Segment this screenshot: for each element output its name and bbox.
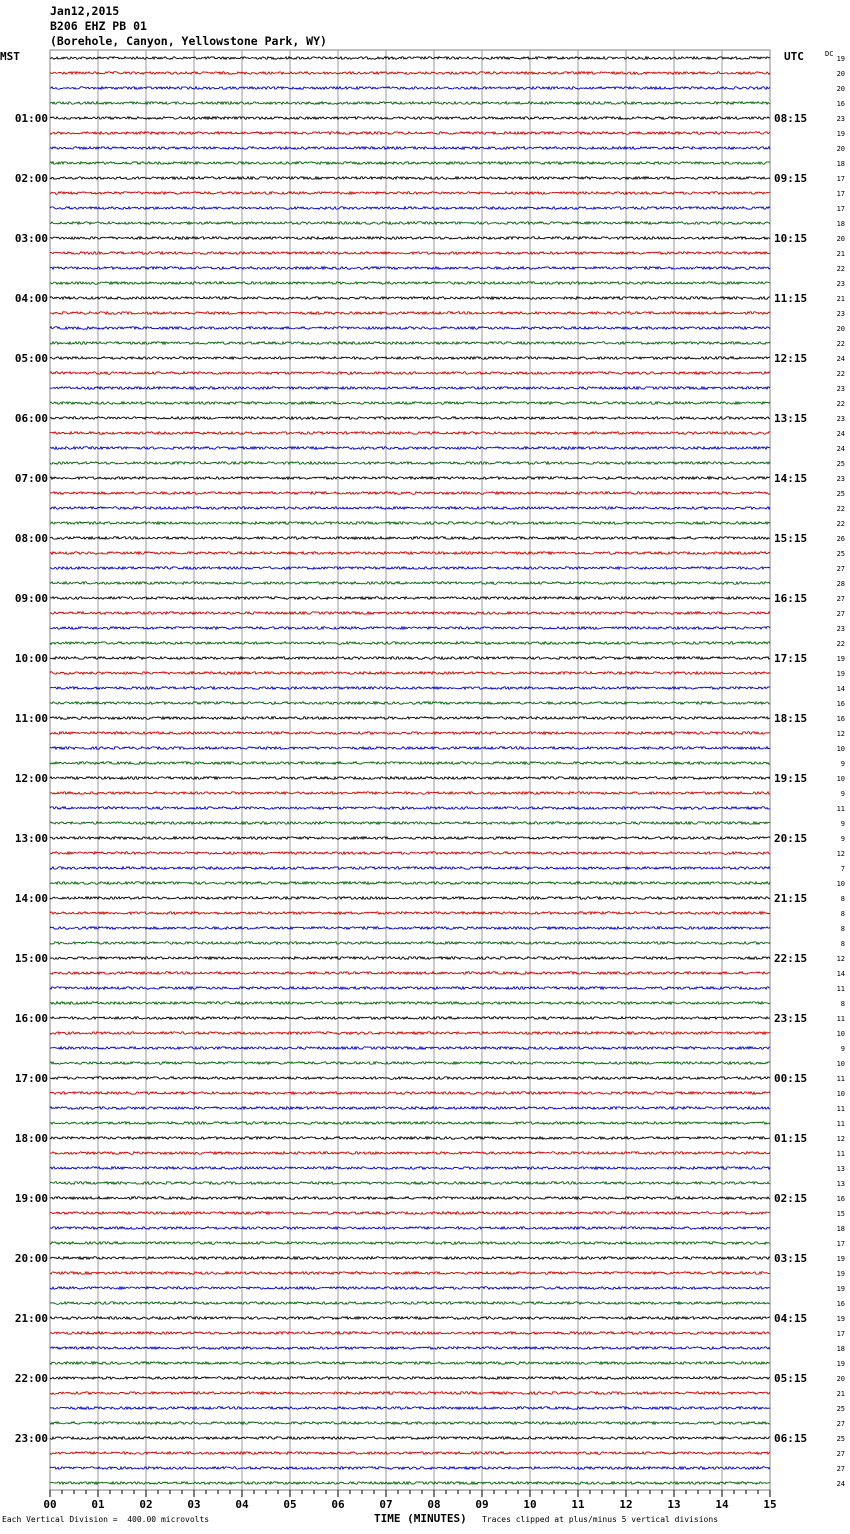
x-tick-label: 15	[763, 1498, 777, 1511]
mst-hour-label: 14:00	[14, 892, 48, 905]
mst-hour-label: 15:00	[14, 952, 48, 965]
dc-offset-label: 12	[836, 955, 845, 963]
dc-offset-label: 20	[836, 145, 845, 153]
mst-hour-label: 20:00	[14, 1252, 48, 1265]
x-tick-label: 04	[235, 1498, 249, 1511]
x-axis-ticks	[43, 1490, 776, 1511]
x-tick-label: 12	[619, 1498, 633, 1511]
seismic-trace	[50, 867, 770, 870]
utc-hour-label: 04:15	[774, 1312, 808, 1325]
seismic-trace	[50, 432, 770, 435]
x-tick-label: 09	[475, 1498, 489, 1511]
seismic-trace	[50, 1317, 770, 1320]
mst-hour-label: 03:00	[14, 232, 48, 245]
dc-offset-label: 25	[836, 490, 845, 498]
dc-offset-label: 8	[840, 895, 845, 903]
dc-offset-label: 22	[836, 400, 845, 408]
seismic-trace	[50, 957, 770, 960]
dc-offset-label: 8	[840, 910, 845, 918]
seismic-trace	[50, 717, 770, 720]
dc-offset-label: 11	[836, 985, 845, 993]
seismic-trace	[50, 1467, 770, 1470]
seismic-trace	[50, 582, 770, 585]
dc-offset-label: 23	[836, 115, 845, 123]
seismic-trace	[50, 597, 770, 600]
seismic-trace	[50, 987, 770, 990]
dc-offset-label: 8	[840, 1000, 845, 1008]
seismic-trace	[50, 1032, 770, 1035]
dc-offset-label: 12	[836, 850, 845, 858]
dc-offset-label: 19	[836, 1255, 845, 1263]
utc-hour-label: 22:15	[774, 952, 808, 965]
seismic-trace	[50, 1227, 770, 1230]
seismic-trace	[50, 1122, 770, 1125]
seismic-trace	[50, 1077, 770, 1080]
mst-hour-label: 01:00	[14, 112, 48, 125]
utc-hour-label: 15:15	[774, 532, 808, 545]
dc-offset-label: 8	[840, 940, 845, 948]
seismic-trace	[50, 327, 770, 330]
dc-offset-label: 27	[836, 610, 845, 618]
dc-offset-label: 18	[836, 1345, 845, 1353]
dc-offset-label: 24	[836, 445, 845, 453]
mst-hour-label: 05:00	[14, 352, 48, 365]
dc-offset-label: 17	[836, 1240, 845, 1248]
dc-offset-label: 10	[836, 1060, 845, 1068]
seismic-trace	[50, 897, 770, 900]
dc-offset-label: 17	[836, 190, 845, 198]
seismic-trace	[50, 192, 770, 195]
dc-offset-label: 19	[836, 1360, 845, 1368]
seismic-trace	[50, 1197, 770, 1200]
seismic-trace	[50, 732, 770, 735]
seismic-trace	[50, 1452, 770, 1455]
dc-offset-label: 20	[836, 235, 845, 243]
seismic-trace	[50, 1302, 770, 1305]
x-tick-label: 07	[379, 1498, 393, 1511]
seismic-trace	[50, 792, 770, 795]
seismic-trace	[50, 642, 770, 645]
dc-offset-label: 21	[836, 1390, 845, 1398]
mst-hour-label: 21:00	[14, 1312, 48, 1325]
seismic-trace	[50, 1212, 770, 1215]
seismic-trace	[50, 627, 770, 630]
seismic-trace	[50, 102, 770, 105]
utc-hour-label: 13:15	[774, 412, 808, 425]
mst-hour-label: 09:00	[14, 592, 48, 605]
dc-offset-label: 19	[836, 670, 845, 678]
dc-offset-label: 25	[836, 1435, 845, 1443]
seismic-trace	[50, 837, 770, 840]
seismic-trace	[50, 927, 770, 930]
mst-hour-label: 17:00	[14, 1072, 48, 1085]
dc-offset-label: 22	[836, 520, 845, 528]
dc-offset-label: 10	[836, 745, 845, 753]
dc-offset-label: 16	[836, 1300, 845, 1308]
dc-offset-label: 21	[836, 295, 845, 303]
x-tick-label: 14	[715, 1498, 729, 1511]
mst-hour-label: 08:00	[14, 532, 48, 545]
x-tick-label: 02	[139, 1498, 153, 1511]
dc-offset-label: 27	[836, 1450, 845, 1458]
dc-offset-label: 17	[836, 205, 845, 213]
dc-offset-label: 10	[836, 1090, 845, 1098]
seismic-trace	[50, 852, 770, 855]
x-tick-label: 06	[331, 1498, 345, 1511]
seismic-trace	[50, 1287, 770, 1290]
seismic-trace	[50, 312, 770, 315]
seismic-trace	[50, 912, 770, 915]
dc-offset-label: 13	[836, 1165, 845, 1173]
dc-offset-label: 22	[836, 505, 845, 513]
dc-offset-label: 19	[836, 655, 845, 663]
dc-offset-label: 22	[836, 640, 845, 648]
dc-offset-label: 24	[836, 430, 845, 438]
dc-offset-label: 19	[836, 130, 845, 138]
mst-hour-label: 07:00	[14, 472, 48, 485]
mst-axis-label: MST	[0, 50, 20, 63]
seismic-trace	[50, 1152, 770, 1155]
seismic-trace	[50, 447, 770, 450]
utc-hour-label: 05:15	[774, 1372, 808, 1385]
dc-offset-label: 22	[836, 265, 845, 273]
seismic-trace	[50, 1422, 770, 1425]
dc-offset-label: 16	[836, 1195, 845, 1203]
dc-offset-label: 23	[836, 415, 845, 423]
utc-hour-label: 08:15	[774, 112, 808, 125]
x-tick-label: 11	[571, 1498, 585, 1511]
seismic-trace	[50, 777, 770, 780]
seismic-trace	[50, 612, 770, 615]
seismic-trace	[50, 1092, 770, 1095]
dc-offset-label: 14	[836, 685, 845, 693]
seismic-trace	[50, 522, 770, 525]
seismic-trace	[50, 237, 770, 240]
dc-offset-label: 9	[840, 1045, 845, 1053]
header-location: (Borehole, Canyon, Yellowstone Park, WY)	[50, 34, 327, 48]
mst-hour-label: 11:00	[14, 712, 48, 725]
dc-offset-label: 25	[836, 550, 845, 558]
dc-offset-label: 17	[836, 175, 845, 183]
seismic-trace	[50, 702, 770, 705]
mst-hour-label: 06:00	[14, 412, 48, 425]
utc-hour-label: 14:15	[774, 472, 808, 485]
dc-offset-label: 18	[836, 220, 845, 228]
header-station: B206 EHZ PB 01	[50, 19, 147, 33]
dc-offset-label: 9	[840, 790, 845, 798]
utc-hour-label: 16:15	[774, 592, 808, 605]
dc-offset-label: 16	[836, 100, 845, 108]
seismic-trace	[50, 942, 770, 945]
utc-hour-label: 19:15	[774, 772, 808, 785]
seismic-trace	[50, 477, 770, 480]
seismic-trace	[50, 537, 770, 540]
utc-axis-label: UTC	[784, 50, 804, 63]
x-axis-title: TIME (MINUTES)	[374, 1512, 467, 1525]
seismic-trace	[50, 72, 770, 75]
seismic-trace	[50, 342, 770, 345]
utc-hour-label: 11:15	[774, 292, 808, 305]
x-tick-label: 13	[667, 1498, 681, 1511]
seismic-trace	[50, 1002, 770, 1005]
dc-offset-label: 25	[836, 1405, 845, 1413]
seismic-trace	[50, 492, 770, 495]
x-tick-label: 05	[283, 1498, 297, 1511]
dc-offset-label: 12	[836, 730, 845, 738]
dc-offset-label: 24	[836, 1480, 845, 1488]
seismic-trace	[50, 1392, 770, 1395]
seismic-trace	[50, 267, 770, 270]
utc-hour-label: 00:15	[774, 1072, 808, 1085]
dc-offset-label: 11	[836, 1015, 845, 1023]
utc-hour-label: 17:15	[774, 652, 808, 665]
mst-hour-label: 02:00	[14, 172, 48, 185]
dc-offset-label: 9	[840, 760, 845, 768]
seismic-trace	[50, 177, 770, 180]
x-tick-label: 10	[523, 1498, 537, 1511]
dc-offset-label: 16	[836, 700, 845, 708]
utc-hour-label: 02:15	[774, 1192, 808, 1205]
mst-hour-label: 23:00	[14, 1432, 48, 1445]
seismic-trace	[50, 372, 770, 375]
seismic-trace	[50, 747, 770, 750]
dc-offset-label: 20	[836, 70, 845, 78]
dc-offset-label: 12	[836, 1135, 845, 1143]
dc-offset-label: 11	[836, 1075, 845, 1083]
seismic-trace	[50, 207, 770, 210]
seismic-trace	[50, 1407, 770, 1410]
seismic-trace	[50, 657, 770, 660]
dc-offset-label: 23	[836, 280, 845, 288]
dc-offset-label: 20	[836, 85, 845, 93]
seismic-trace	[50, 1272, 770, 1275]
utc-hour-label: 20:15	[774, 832, 808, 845]
dc-offset-label: 19	[836, 1270, 845, 1278]
dc-offset-label: 27	[836, 595, 845, 603]
seismic-trace	[50, 507, 770, 510]
dc-offset-label: 22	[836, 370, 845, 378]
utc-hour-label: 09:15	[774, 172, 808, 185]
mst-hour-label: 16:00	[14, 1012, 48, 1025]
mst-hour-label: 19:00	[14, 1192, 48, 1205]
dc-offset-label: 23	[836, 475, 845, 483]
seismic-trace	[50, 57, 770, 60]
x-tick-label: 00	[43, 1498, 57, 1511]
utc-hour-label: 21:15	[774, 892, 808, 905]
x-tick-label: 01	[91, 1498, 105, 1511]
dc-offset-label: 20	[836, 325, 845, 333]
seismic-trace	[50, 672, 770, 675]
seismic-trace	[50, 822, 770, 825]
seismic-trace	[50, 1332, 770, 1335]
seismic-traces	[50, 57, 770, 1485]
seismic-trace	[50, 1047, 770, 1050]
seismic-trace	[50, 417, 770, 420]
seismic-trace	[50, 552, 770, 555]
header-date: Jan12,2015	[50, 4, 120, 18]
dc-offset-label: 10	[836, 1030, 845, 1038]
dc-offset-label: 13	[836, 1180, 845, 1188]
mst-hour-label: 04:00	[14, 292, 48, 305]
seismic-trace	[50, 762, 770, 765]
dc-offset-label: 10	[836, 775, 845, 783]
dc-offset-label: 18	[836, 160, 845, 168]
utc-hour-label: 23:15	[774, 1012, 808, 1025]
dc-offset-label: 7	[840, 865, 845, 873]
seismic-trace	[50, 1347, 770, 1350]
seismic-trace	[50, 222, 770, 225]
mst-hour-label: 18:00	[14, 1132, 48, 1145]
dc-offset-label: 17	[836, 1330, 845, 1338]
seismic-trace	[50, 567, 770, 570]
dc-offset-label: 8	[840, 925, 845, 933]
scale-note: Each Vertical Division = 400.00 microvolts	[2, 1515, 210, 1524]
dc-offset-label: 9	[840, 820, 845, 828]
dc-offset-label: 23	[836, 385, 845, 393]
mst-hour-label: 22:00	[14, 1372, 48, 1385]
seismic-trace	[50, 87, 770, 90]
dc-offset-label: 11	[836, 1105, 845, 1113]
dc-offset-label: 16	[836, 715, 845, 723]
seismic-trace	[50, 162, 770, 165]
seismic-trace	[50, 807, 770, 810]
seismic-trace	[50, 882, 770, 885]
dc-offset-label: 28	[836, 580, 845, 588]
dc-offset-label: 26	[836, 535, 845, 543]
dc-offset-label: 22	[836, 340, 845, 348]
mst-hour-label: 13:00	[14, 832, 48, 845]
dc-offset-label: 11	[836, 805, 845, 813]
utc-hour-label: 10:15	[774, 232, 808, 245]
seismic-trace	[50, 972, 770, 975]
seismic-trace	[50, 1362, 770, 1365]
dc-offset-label: 27	[836, 565, 845, 573]
seismic-trace	[50, 1107, 770, 1110]
utc-hour-label: 06:15	[774, 1432, 808, 1445]
seismic-trace	[50, 252, 770, 255]
dc-offset-label: 9	[840, 835, 845, 843]
seismic-trace	[50, 1257, 770, 1260]
dc-offset-label: 10	[836, 880, 845, 888]
dc-offset-label: 19	[836, 55, 845, 63]
seismic-trace	[50, 282, 770, 285]
utc-hour-label: 03:15	[774, 1252, 808, 1265]
mst-hour-label: 12:00	[14, 772, 48, 785]
seismic-trace	[50, 117, 770, 120]
dc-offset-label: 25	[836, 460, 845, 468]
dc-offset-label: 20	[836, 1375, 845, 1383]
dc-offset-label: 19	[836, 1315, 845, 1323]
seismic-trace	[50, 462, 770, 465]
seismic-trace	[50, 132, 770, 135]
dc-offset-label: 11	[836, 1120, 845, 1128]
dc-offset-label: 24	[836, 355, 845, 363]
dc-offset-label: 14	[836, 970, 845, 978]
dc-offset-label: 21	[836, 250, 845, 258]
dc-offset-label: 15	[836, 1210, 845, 1218]
seismic-trace	[50, 147, 770, 150]
seismic-trace	[50, 1017, 770, 1020]
utc-hour-label: 18:15	[774, 712, 808, 725]
seismic-trace	[50, 687, 770, 690]
seismic-trace	[50, 357, 770, 360]
dc-column-label: DC	[825, 50, 834, 58]
dc-offset-label: 19	[836, 1285, 845, 1293]
clip-note: Traces clipped at plus/minus 5 vertical divisions	[482, 1515, 719, 1524]
seismic-trace	[50, 1167, 770, 1170]
dc-offset-label: 18	[836, 1225, 845, 1233]
mst-hour-label: 10:00	[14, 652, 48, 665]
seismic-trace	[50, 1182, 770, 1185]
seismic-trace	[50, 1437, 770, 1440]
seismic-trace	[50, 1137, 770, 1140]
seismic-trace	[50, 1377, 770, 1380]
seismic-trace	[50, 387, 770, 390]
utc-hour-label: 12:15	[774, 352, 808, 365]
x-tick-label: 03	[187, 1498, 201, 1511]
x-tick-label: 08	[427, 1498, 441, 1511]
dc-offset-label: 23	[836, 625, 845, 633]
seismic-trace	[50, 402, 770, 405]
seismic-trace	[50, 297, 770, 300]
dc-offset-label: 27	[836, 1420, 845, 1428]
utc-hour-label: 01:15	[774, 1132, 808, 1145]
dc-offset-label: 27	[836, 1465, 845, 1473]
seismic-trace	[50, 1482, 770, 1485]
dc-offset-label: 11	[836, 1150, 845, 1158]
dc-offset-label: 23	[836, 310, 845, 318]
seismic-trace	[50, 1242, 770, 1245]
seismic-trace	[50, 1062, 770, 1065]
